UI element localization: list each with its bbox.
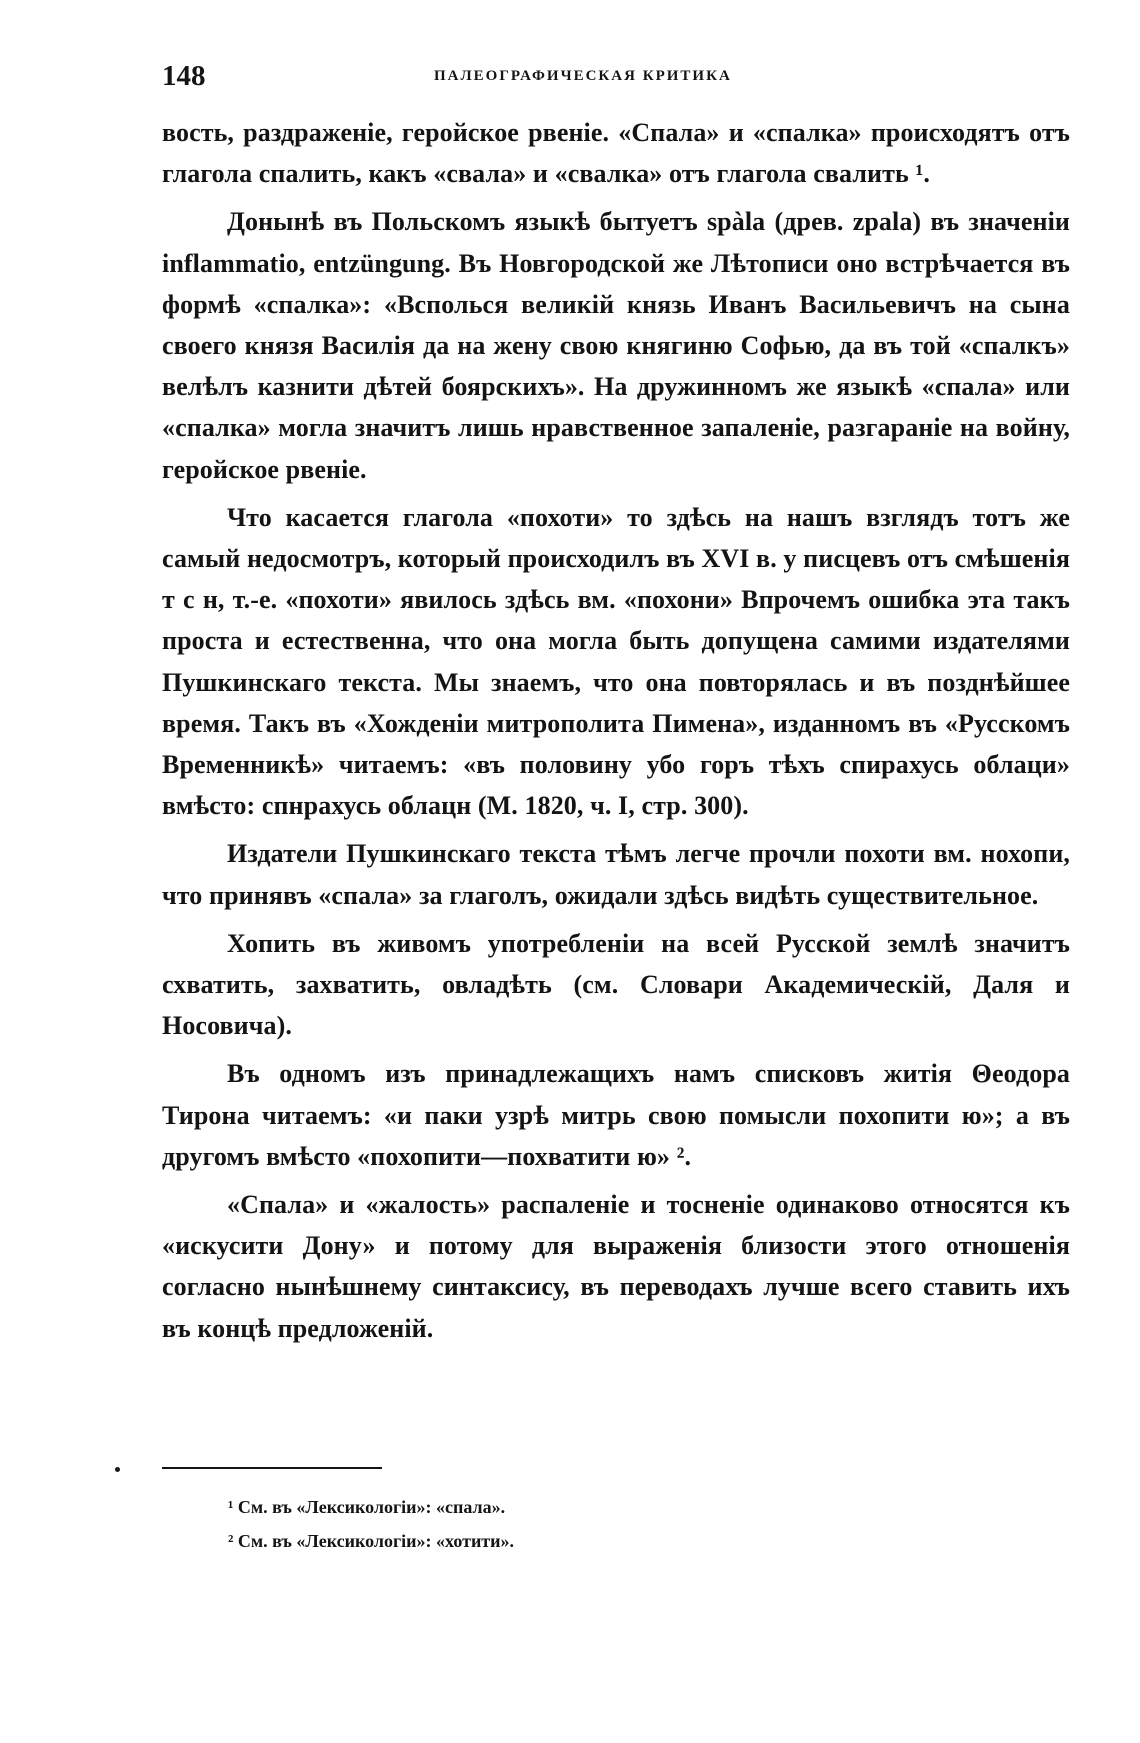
page-header [162,60,1062,100]
footnote-separator [162,1467,382,1469]
paragraph-5: Хопить въ живомъ употребленіи на всей Русской землѣ значитъ схватить, захватить, овладѣть (см. Словари Академическій, Даля и Носовича). [162,928,1070,1041]
footnotes [228,1490,514,1558]
paragraph-7: «Спала» и «жалость» распаленіе и тосненіе одинаково относятся къ «искусити Дону» и потому для выраженія близости этого отношенія согласно нынѣшнему синтаксису, въ переводахъ лучше всего ставить ихъ въ концѣ предложеній. [162,1190,1070,1343]
paragraph-2: Донынѣ въ Польскомъ языкѣ бытуетъ spàla (древ. zpala) въ значеніи inflammatio, entzüngung. Въ Новгородской же Лѣтописи оно встрѣчается въ формѣ «спалка»: «Всполься великій князь Иванъ Васильевичъ на сына своего князя Василія да на жену свою княгиню Софью, да въ той «спалкъ» велѣлъ казнити дѣтей боярскихъ». На дружинномъ же языкѣ «спала» или «спалка» могла значитъ лишь нравственное запаленіе, разгараніе на войну, геройское рвеніе. [162,207,1070,484]
paragraph-6: Въ одномъ изъ принадлежащихъ намъ списковъ житія Θеодора Тирона читаемъ: «и паки узрѣ митрь свою помысли похопити ю»; а въ другомъ вмѣсто «похопити—похватити ю» ². [162,1059,1070,1171]
paragraph-1: вость, раздраженіе, геройское рвеніе. «Спала» и «спалка» происходятъ отъ глагола спалить, какъ «свала» и «свалка» отъ глагола свалить ¹. [162,118,1070,189]
scan-speck [115,1467,120,1472]
running-title: ПАЛЕОГРАФИЧЕСКАЯ КРИТИКА [434,68,732,84]
paragraph-3: Что касается глагола «похоти» то здѣсь на нашъ взглядъ тотъ же самый недосмотръ, который происходилъ въ XVI в. у писцевъ отъ смѣшенія т с н, т.-е. «похоти» явилось здѣсь вм. «похони» Впрочемъ ошибка эта такъ проста и естественна, что она могла быть допущена самими издателями Пушкинскаго текста. Мы знаемъ, что она повторялась и въ позднѣйшее время. Такъ въ «Хожденіи митрополита Пимена», изданномъ въ «Русскомъ Временникѣ» читаемъ: «въ половину убо горъ тѣхъ спирахусь облаци» вмѣсто: спнрахусь облацн (М. 1820, ч. I, стр. 300). [162,502,1070,821]
footnote-2: ² См. въ «Лексикологіи»: «хотити». [228,1531,515,1551]
body-text [162,112,1070,1349]
paragraph-4: Издатели Пушкинскаго текста тѣмъ легче прочли похоти вм. нохопи, что принявъ «спала» за глаголъ, ожидали здѣсь видѣть существительное. [162,839,1070,910]
footnote-1: ¹ См. въ «Лексикологіи»: «спала». [228,1497,506,1517]
page-number: 148 [162,60,206,92]
